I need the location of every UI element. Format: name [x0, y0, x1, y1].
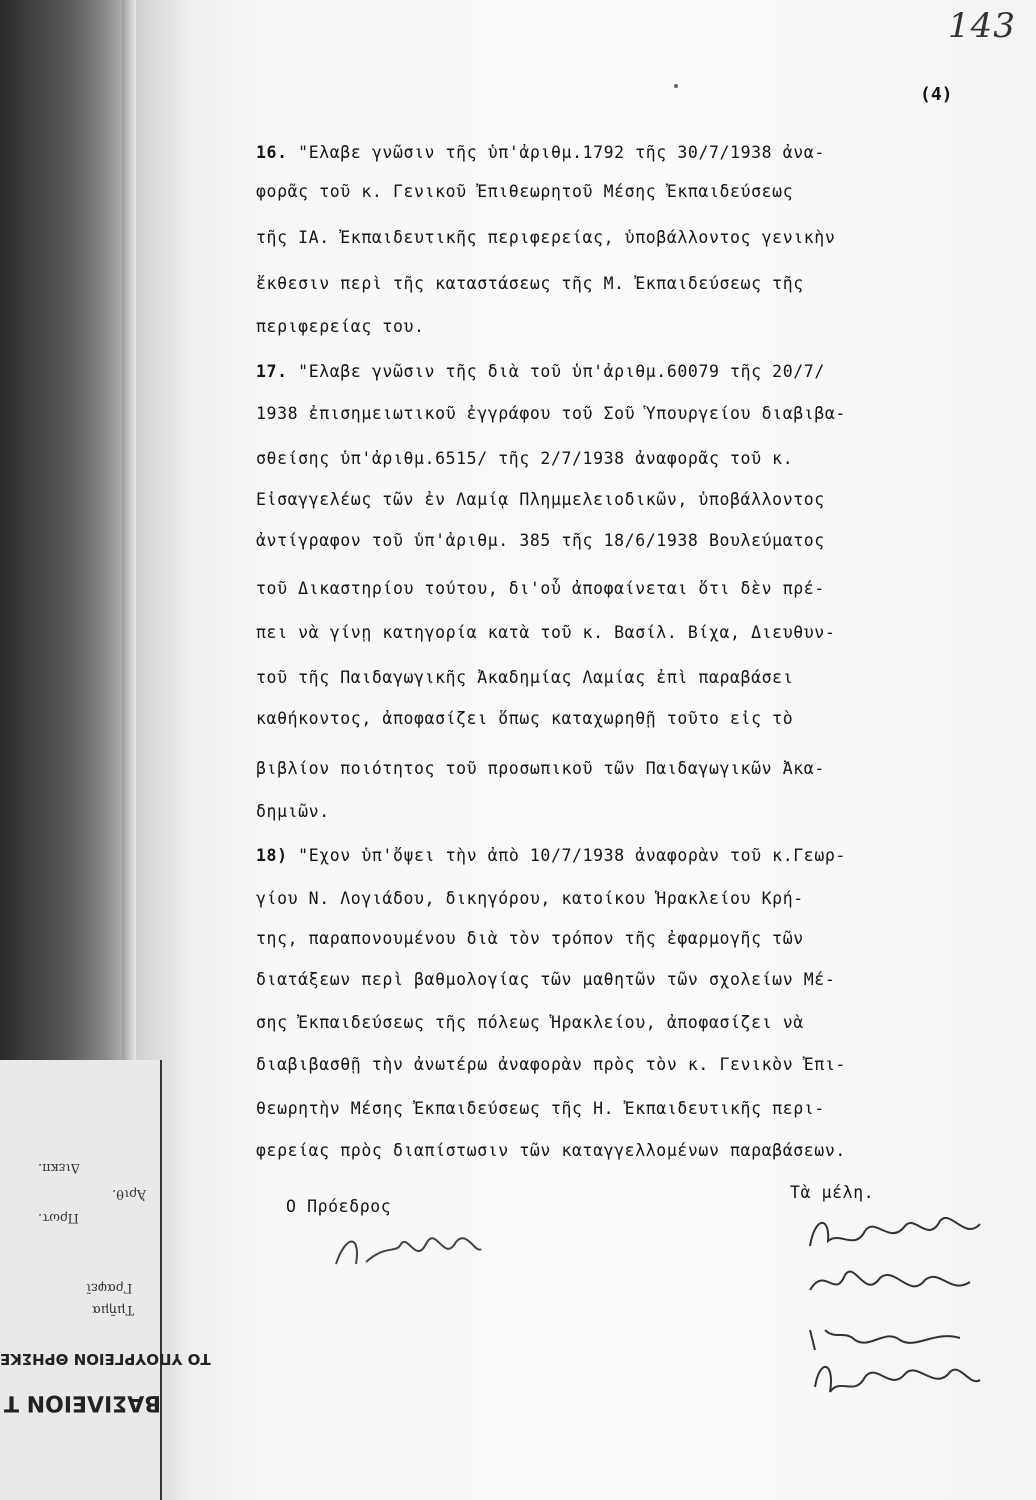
stamp-line-2: ΤΟ ΥΠΟΥΡΓΕΙΟΝ ΘΡΗΣΚΕ [0, 1350, 211, 1368]
members-label: Τὰ μέλη. [790, 1183, 875, 1202]
item-17-line-2: 1938 ἐπισημειωτικοῦ ἐγγράφου τοῦ Σοῦ Ὑπουργείου διαβιβα- [256, 404, 846, 423]
member-signature-2 [800, 1260, 980, 1310]
item-number: 17. [256, 362, 288, 381]
president-label: Ο Πρόεδρος [286, 1197, 392, 1216]
item-16-line-5: περιφερείας του. [256, 317, 425, 336]
line-text: "Εχον ὑπ'ὄψει τὴν ἀπὸ 10/7/1938 ἀναφορὰν τοῦ κ.Γεωρ- [298, 846, 846, 865]
item-18-line-4: διατάξεων περὶ βαθμολογίας τῶν μαθητῶν τῶν σχολείων Μέ- [256, 970, 836, 989]
item-16-line-2: φορᾶς τοῦ κ. Γενικοῦ Ἐπιθεωρητοῦ Μέσης Ἐκπαιδεύσεως [256, 182, 794, 201]
item-18-line-1 [256, 845, 1000, 867]
item-17-line-9: καθήκοντος, ἀποφασίζει ὅπως καταχωρηθῇ τοῦτο εἰς τὸ [256, 709, 794, 728]
item-18-line-2: γίου Ν. Λογιάδου, δικηγόρου, κατοίκου Ἡρακλείου Κρή- [256, 889, 804, 908]
item-17-line-1 [256, 361, 1000, 383]
stamp-line-1: ΒΑΣΙΛΕΙΟΝ Τ [4, 1390, 162, 1415]
item-17-line-3: σθείσης ὑπ'ἀριθμ.6515/ τῆς 2/7/1938 ἀναφορᾶς τοῦ κ. [256, 449, 794, 468]
item-18-line-7: θεωρητὴν Μέσης Ἐκπαιδεύσεως τῆς Η. Ἐκπαιδευτικῆς περι- [256, 1099, 825, 1118]
item-16-line-3: τῆς ΙΑ. Ἐκπαιδευτικῆς περιφερείας, ὑποβάλλοντος γενικὴν [256, 228, 836, 247]
item-18-line-5: σης Ἐκπαιδεύσεως τῆς πόλεως Ἡρακλείου, ἀποφασίζει νὰ [256, 1013, 804, 1032]
item-18-line-8: φερείας πρὸς διαπίστωσιν τῶν καταγγελλομένων παραβάσεων. [256, 1141, 846, 1160]
item-17-line-10: βιβλίον ποιότητος τοῦ προσωπικοῦ τῶν Παιδαγωγικῶν Ἀκα- [256, 759, 825, 778]
item-17-line-4: Εἰσαγγελέως τῶν ἐν Λαμίᾳ Πλημμελειοδικῶν, ὑποβάλλοντος [256, 490, 825, 509]
line-text: "Ελαβε γνῶσιν τῆς ὑπ'ἀριθμ.1792 τῆς 30/7/1938 ἀνα- [298, 143, 825, 162]
president-signature [326, 1224, 486, 1284]
ink-dot [674, 84, 678, 88]
typed-page-marker: (4) [920, 84, 953, 105]
stamp-field-2: Γραφεῖ [86, 1280, 133, 1295]
item-16-line-4: ἔκθεσιν περὶ τῆς καταστάσεως τῆς Μ. Ἐκπαιδεύσεως τῆς [256, 274, 804, 293]
member-signature-4 [805, 1352, 985, 1407]
stamp-field-4: Διεκπ. [38, 1160, 81, 1175]
item-17-line-8: τοῦ τῆς Παιδαγωγικῆς Ἀκαδημίας Λαμίας ἐπὶ παραβάσει [256, 668, 794, 687]
item-18-line-6: διαβιβασθῇ τὴν ἀνωτέρω ἀναφορὰν πρὸς τὸν κ. Γενικὸν Ἐπι- [256, 1055, 846, 1074]
item-18-line-3: της, παραπονουμένου διὰ τὸν τρόπον τῆς ἐφαρμογῆς τῶν [256, 929, 804, 948]
stamp-field-1: Τμῆμα [92, 1302, 135, 1317]
item-17-line-7: πει νὰ γίνῃ κατηγορία κατὰ τοῦ κ. Βασίλ. Βίχα, Διευθυν- [256, 623, 836, 642]
office-stamp [0, 1060, 211, 1500]
stamp-field-5: Ἀριθ. [112, 1186, 147, 1201]
stamp-field-3: Πρωτ. [38, 1210, 79, 1225]
item-number: 16. [256, 143, 288, 162]
item-17-line-5: ἀντίγραφον τοῦ ὑπ'ἀριθμ. 385 τῆς 18/6/1938 Βουλεύματος [256, 531, 825, 550]
item-16-line-1 [256, 142, 1000, 164]
item-17-line-11: δημιῶν. [256, 802, 330, 821]
item-number: 18) [256, 846, 288, 865]
item-17-line-6: τοῦ Δικαστηρίου τούτου, δι'οὗ ἀποφαίνεται ὅτι δὲν πρέ- [256, 579, 825, 598]
member-signature-1 [800, 1206, 990, 1266]
line-text: "Ελαβε γνῶσιν τῆς διὰ τοῦ ὑπ'ἀριθμ.60079 τῆς 20/7/ [298, 362, 825, 381]
handwritten-page-number: 143 [948, 6, 1016, 46]
